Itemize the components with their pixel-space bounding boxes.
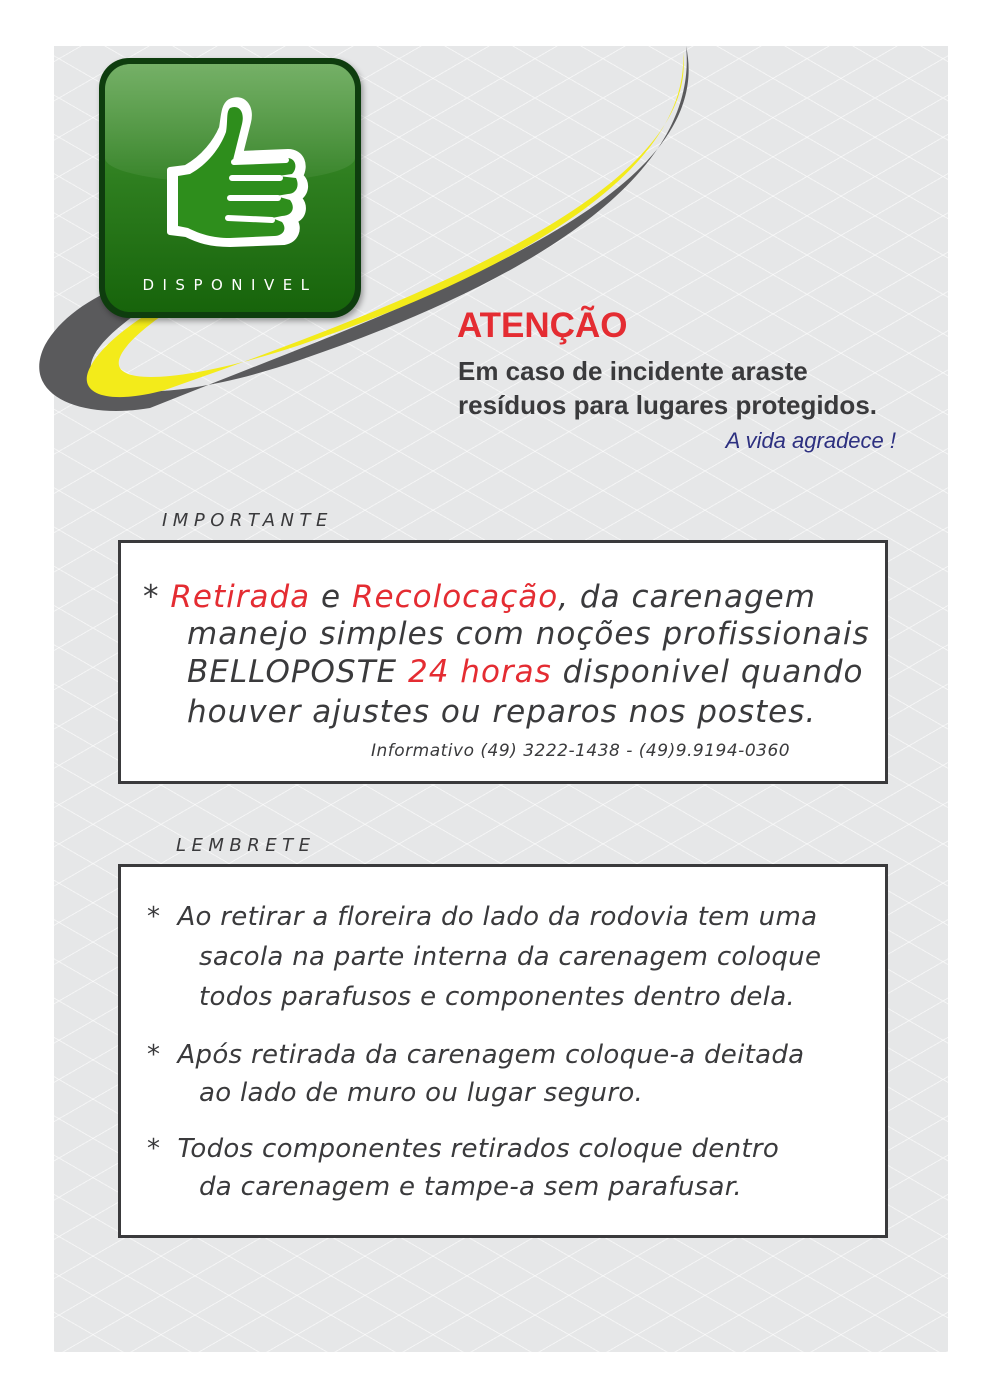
attention-title: ATENÇÃO	[457, 306, 628, 345]
importante-box	[118, 540, 888, 784]
lembrete-item-3-line-1	[147, 1129, 779, 1169]
bullet: *	[147, 902, 161, 932]
badge-face	[105, 64, 355, 312]
bullet: *	[147, 1040, 161, 1070]
availability-badge	[99, 58, 361, 318]
line-1-rest: , da carenagem	[558, 579, 816, 615]
lembrete-item-1-line-3: todos parafusos e componentes dentro dela.	[199, 982, 795, 1012]
importante-line-2: manejo simples com noções profissionais	[187, 616, 870, 652]
badge-label: DISPONIVEL	[142, 276, 318, 294]
item-text: Todos componentes retirados coloque dentro	[177, 1134, 780, 1164]
attention-line-1: Em caso de incidente araste	[458, 356, 808, 386]
line-3-end: disponivel quando	[562, 654, 864, 690]
word-e: e	[321, 579, 342, 615]
lembrete-label: LEMBRETE	[176, 835, 316, 856]
attention-line-2: resíduos para lugares protegidos.	[458, 390, 877, 420]
bullet: *	[143, 579, 160, 615]
attention-signature: A vida agradece !	[725, 428, 896, 453]
highlight-recolocacao: Recolocação	[351, 579, 559, 615]
importante-line-3	[187, 654, 864, 691]
lembrete-item-2-line-2: ao lado de muro ou lugar seguro.	[199, 1078, 644, 1108]
highlight-24-horas: 24 horas	[408, 654, 552, 690]
attention-message	[458, 354, 948, 422]
lembrete-item-1-line-1	[147, 897, 817, 937]
thumbs-up-icon	[160, 94, 310, 264]
importante-label: IMPORTANTE	[162, 510, 333, 531]
importante-line-4: houver ajustes ou reparos nos postes.	[187, 694, 817, 730]
item-text: Após retirada da carenagem coloque-a deitada	[177, 1040, 805, 1070]
brand-name: BELLOPOSTE	[187, 654, 398, 690]
lembrete-item-2-line-1	[147, 1035, 804, 1075]
bullet: *	[147, 1134, 161, 1164]
item-text: Ao retirar a floreira do lado da rodovia tem uma	[177, 902, 818, 932]
contact-info: Informativo (49) 3222-1438 - (49)9.9194-0360	[371, 741, 791, 761]
lembrete-box	[118, 864, 888, 1238]
lembrete-item-1-line-2: sacola na parte interna da carenagem coloque	[199, 942, 822, 972]
importante-line-1	[143, 579, 816, 616]
lembrete-item-3-line-2: da carenagem e tampe-a sem parafusar.	[199, 1172, 742, 1202]
highlight-retirada: Retirada	[170, 579, 311, 615]
